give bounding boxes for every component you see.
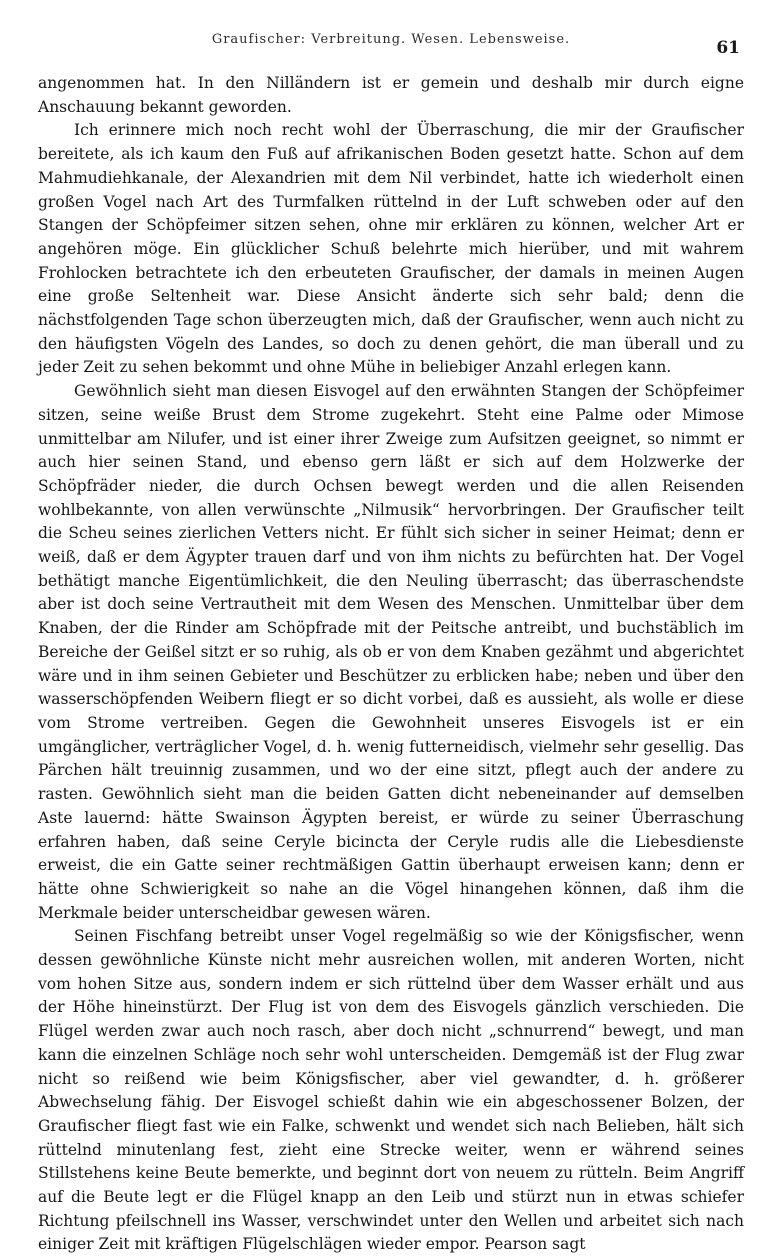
running-header bbox=[38, 30, 744, 58]
paragraph-perching-behavior: Gewöhnlich sieht man diesen Eisvogel auf den erwähnten Stangen der Schöpfeimer sitzen, seine weiße Brust dem Strome zugekehrt. Steht eine Palme oder Mimose unmittelbar am Nilufer, und ist einer ihrer Zweige zum Aufsitzen geeignet, so nimmt er auch hier seinen Stand, und ebenso gern läßt er sich auf dem Holzwerke der Schöpfräder nieder, die durch Ochsen bewegt werden und die allen Reisenden wohlbekannte, von allen verwünschte „Nilmusik“ hervorbringen. Der Graufischer teilt die Scheu seines zierlichen Vetters nicht. Er fühlt sich sicher in seiner Heimat; denn er weiß, daß er dem Ägypter trauen darf und von ihm nichts zu befürchten hat. Der Vogel bethätigt manche Eigentümlichkeit, die den Neuling überrascht; das überraschendste aber ist doch seine Vertrautheit mit dem Wesen des Menschen. Unmittelbar über dem Knaben, der die Rinder am Schöpfrade mit der Peitsche antreibt, und buchstäblich im Bereiche der Geißel sitzt er so ruhig, als ob er von dem Knaben gezähmt und abgerichtet wäre und in ihm seinen Gebieter und Beschützer zu erblicken habe; neben und über den wasserschöpfenden Weibern fliegt er so dicht vorbei, daß es aussieht, als wolle er diese vom Strome vertreiben. Gegen die Gewohnheit unseres Eisvogels ist er ein umgänglicher, verträglicher Vogel, d. h. wenig futterneidisch, vielmehr sehr gesellig. Das Pärchen hält treuinnig zusammen, und wo der eine sitzt, pflegt auch der andere zu rasten. Gewöhnlich sieht man die beiden Gatten dicht nebeneinander auf demselben Aste lauernd: hätte Swainson Ägypten bereist, er würde zu seiner Überraschung erfahren haben, daß seine Ceryle bicincta der Ceryle rudis alle die Liebesdienste erweist, die ein Gatte seiner rechtmäßigen Gattin überhaupt erweisen kann; denn er hätte ohne Schwierigkeit so nahe an die Vögel hinangehen können, daß ihm die Merkmale beider unterscheidbar gewesen wären. bbox=[38, 382, 744, 922]
paragraph-continuation: angenommen hat. In den Nilländern ist er gemein und deshalb mir durch eigne Anschauung bekannt geworden. bbox=[38, 74, 744, 116]
running-header-title: Graufischer: Verbreitung. Wesen. Lebensweise. bbox=[211, 32, 571, 47]
page-number: 61 bbox=[716, 38, 740, 58]
paragraph-surprise-encounter: Ich erinnere mich noch recht wohl der Überraschung, die mir der Graufischer bereitete, als ich kaum den Fuß auf afrikanischen Boden gesetzt hatte. Schon auf dem Mahmudiehkanale, der Alexandrien mit dem Nil verbindet, hatte ich wiederholt einen großen Vogel nach Art des Turmfalken rüttelnd in der Luft schweben oder auf den Stangen der Schöpfeimer sitzen sehen, ohne mir erklären zu können, welcher Art er angehören möge. Ein glücklicher Schuß belehrte mich hierüber, und mit wahrem Frohlocken betrachtete ich den erbeuteten Graufischer, der damals in meinen Augen eine große Seltenheit war. Diese Ansicht änderte sich sehr bald; denn die nächstfolgenden Tage schon überzeugten mich, daß der Graufischer, wenn auch nicht zu den häufigsten Vögeln des Landes, so doch zu denen gehört, die man überall und zu jeder Zeit zu sehen bekommt und ohne Mühe in beliebiger Anzahl erlegen kann. bbox=[38, 121, 744, 377]
paragraph-fishing-and-flight: Seinen Fischfang betreibt unser Vogel regelmäßig so wie der Königsfischer, wenn dessen gewöhnliche Künste nicht mehr ausreichen wollen, mit anderen Worten, nicht vom hohen Sitze aus, sondern indem er sich rüttelnd über dem Wasser erhält und aus der Höhe hineinstürzt. Der Flug ist von dem des Eisvogels gänzlich verschieden. Die Flügel werden zwar auch noch rasch, aber doch nicht „schnurrend“ bewegt, und man kann die einzelnen Schläge noch sehr wohl unterscheiden. Demgemäß ist der Flug zwar nicht so reißend wie beim Königsfischer, aber viel gewandter, d. h. größerer Abwechselung fähig. Der Eisvogel schießt dahin wie ein abgeschossener Bolzen, der Graufischer fliegt fast wie ein Falke, schwenkt und wendet sich nach Belieben, hält sich rüttelnd minutenlang fest, zieht eine Strecke weiter, wenn er während seines Stillstehens keine Beute bemerkte, und beginnt dort von neuem zu rütteln. Beim Angriff auf die Beute legt er die Flügel knapp an den Leib und stürzt nun in etwas schiefer Richtung pfeilschnell ins Wasser, verschwindet unter den Wellen und arbeitet sich nach einiger Zeit mit kräftigen Flügelschlägen wieder empor. Pearson sagt bbox=[38, 927, 744, 1254]
body-text bbox=[38, 72, 744, 1257]
